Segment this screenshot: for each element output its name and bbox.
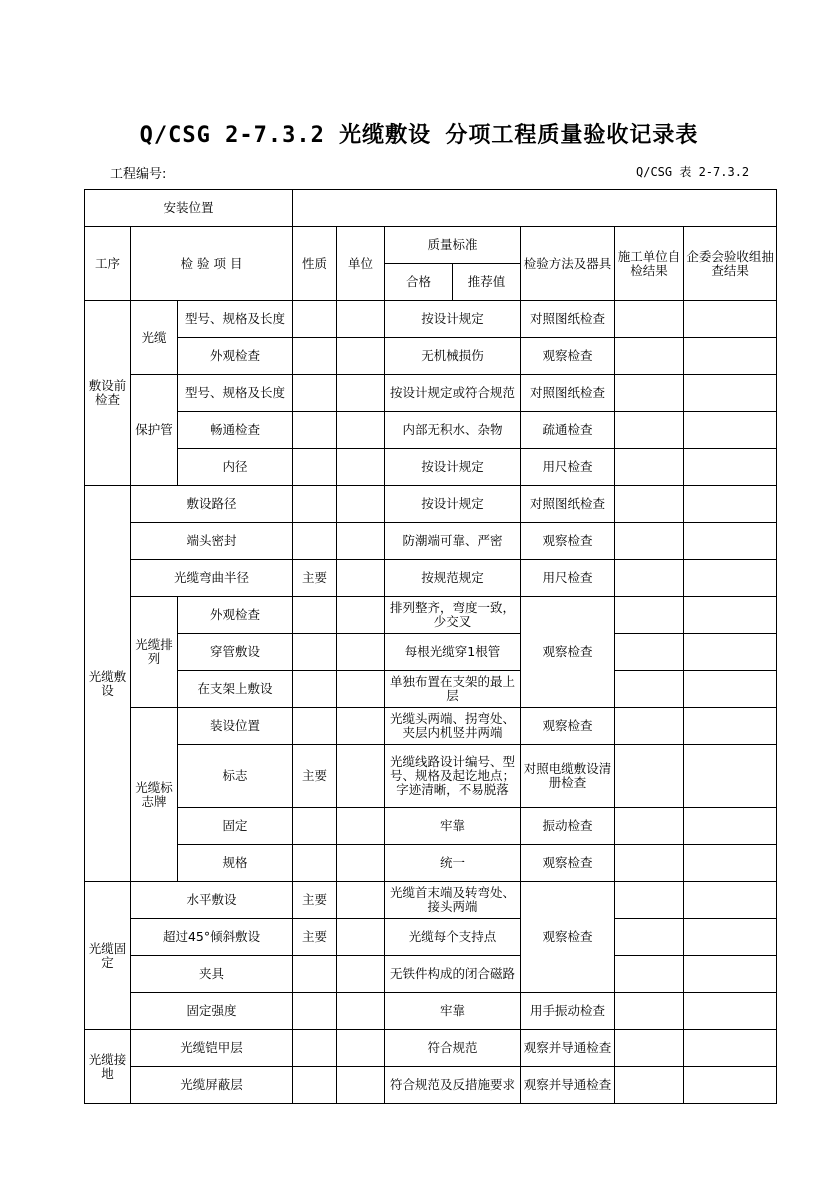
row-nature: [293, 412, 337, 449]
install-location-label: 安装位置: [85, 190, 293, 227]
row-standard: 无机械损伤: [385, 338, 521, 375]
row-standard: 光缆头两端、拐弯处、夹层内机竖井两端: [385, 708, 521, 745]
row-standard: 符合规范: [385, 1030, 521, 1067]
row-standard: 按规范规定: [385, 560, 521, 597]
row-method: 观察检查: [521, 708, 615, 745]
row-nature: 主要: [293, 745, 337, 808]
row-owner-result[interactable]: [684, 882, 777, 919]
row-unit[interactable]: [337, 808, 385, 845]
row-standard: 内部无积水、杂物: [385, 412, 521, 449]
row-item: 敷设路径: [131, 486, 293, 523]
row-method: 用尺检查: [521, 560, 615, 597]
row-owner-result[interactable]: [684, 338, 777, 375]
row-unit[interactable]: [337, 375, 385, 412]
row-construction-result[interactable]: [615, 634, 684, 671]
row-construction-result[interactable]: [615, 919, 684, 956]
row-construction-result[interactable]: [615, 560, 684, 597]
row-construction-result[interactable]: [615, 338, 684, 375]
row-construction-result[interactable]: [615, 993, 684, 1030]
header-nature: 性质: [293, 227, 337, 301]
group-fixing: 光缆固定: [85, 882, 131, 1030]
row-nature: 主要: [293, 882, 337, 919]
row-method: 观察检查: [521, 882, 615, 993]
row-owner-result[interactable]: [684, 486, 777, 523]
row-owner-result[interactable]: [684, 375, 777, 412]
row-construction-result[interactable]: [615, 745, 684, 808]
row-standard: 按设计规定或符合规范: [385, 375, 521, 412]
row-unit[interactable]: [337, 301, 385, 338]
header-items: 检 验 项 目: [131, 227, 293, 301]
subgroup-arrange: 光缆排列: [131, 597, 178, 708]
row-method: 观察检查: [521, 523, 615, 560]
row-unit[interactable]: [337, 671, 385, 708]
row-unit[interactable]: [337, 449, 385, 486]
row-method: 疏通检查: [521, 412, 615, 449]
header-recommended: 推荐值: [453, 264, 521, 301]
header-method: 检验方法及器具: [521, 227, 615, 301]
row-standard: 光缆每个支持点: [385, 919, 521, 956]
row-owner-result[interactable]: [684, 412, 777, 449]
row-item: 光缆屏蔽层: [131, 1067, 293, 1104]
row-method: 观察检查: [521, 597, 615, 708]
form-code: Q/CSG 表 2-7.3.2: [636, 165, 750, 179]
row-method: 观察检查: [521, 845, 615, 882]
row-unit[interactable]: [337, 882, 385, 919]
row-owner-result[interactable]: [684, 745, 777, 808]
row-item: 标志: [178, 745, 293, 808]
row-unit[interactable]: [337, 523, 385, 560]
row-unit[interactable]: [337, 1030, 385, 1067]
row-owner-result[interactable]: [684, 993, 777, 1030]
row-nature: [293, 449, 337, 486]
subgroup-marker: 光缆标志牌: [131, 708, 178, 882]
row-nature: [293, 486, 337, 523]
row-standard: 排列整齐，弯度一致，少交叉: [385, 597, 521, 634]
row-standard: 牢靠: [385, 993, 521, 1030]
row-nature: [293, 845, 337, 882]
row-nature: [293, 808, 337, 845]
row-nature: [293, 671, 337, 708]
row-owner-result[interactable]: [684, 845, 777, 882]
row-unit[interactable]: [337, 993, 385, 1030]
row-method: 振动检查: [521, 808, 615, 845]
row-item: 型号、规格及长度: [178, 375, 293, 412]
row-nature: [293, 956, 337, 993]
row-nature: [293, 1030, 337, 1067]
row-owner-result[interactable]: [684, 1030, 777, 1067]
header-owner-result: 企委会验收组抽查结果: [684, 227, 777, 301]
row-unit[interactable]: [337, 634, 385, 671]
row-construction-result[interactable]: [615, 486, 684, 523]
row-standard: 防潮端可靠、严密: [385, 523, 521, 560]
row-nature: [293, 301, 337, 338]
row-construction-result[interactable]: [615, 412, 684, 449]
row-method: 对照电缆敷设清册检查: [521, 745, 615, 808]
row-owner-result[interactable]: [684, 708, 777, 745]
row-owner-result[interactable]: [684, 634, 777, 671]
row-method: 用手振动检查: [521, 993, 615, 1030]
header-process: 工序: [85, 227, 131, 301]
row-method: 观察并导通检查: [521, 1030, 615, 1067]
row-item: 固定: [178, 808, 293, 845]
row-standard: 牢靠: [385, 808, 521, 845]
row-method: 对照图纸检查: [521, 486, 615, 523]
row-item: 内径: [178, 449, 293, 486]
row-item: 装设位置: [178, 708, 293, 745]
row-item: 夹具: [131, 956, 293, 993]
row-item: 外观检查: [178, 597, 293, 634]
row-owner-result[interactable]: [684, 956, 777, 993]
row-construction-result[interactable]: [615, 375, 684, 412]
subgroup-protect-pipe: 保护管: [131, 375, 178, 486]
row-method: 观察检查: [521, 338, 615, 375]
header-construction-result: 施工单位自检结果: [615, 227, 684, 301]
row-owner-result[interactable]: [684, 671, 777, 708]
row-nature: [293, 993, 337, 1030]
row-construction-result[interactable]: [615, 882, 684, 919]
row-unit[interactable]: [337, 560, 385, 597]
row-construction-result[interactable]: [615, 1030, 684, 1067]
header-quality-standard: 质量标准: [385, 227, 521, 264]
row-nature: [293, 708, 337, 745]
row-unit[interactable]: [337, 338, 385, 375]
row-owner-result[interactable]: [684, 301, 777, 338]
row-unit[interactable]: [337, 708, 385, 745]
row-item: 固定强度: [131, 993, 293, 1030]
row-owner-result[interactable]: [684, 919, 777, 956]
row-item: 在支架上敷设: [178, 671, 293, 708]
row-construction-result[interactable]: [615, 845, 684, 882]
row-nature: 主要: [293, 560, 337, 597]
row-unit[interactable]: [337, 412, 385, 449]
row-item: 型号、规格及长度: [178, 301, 293, 338]
row-item: 光缆弯曲半径: [131, 560, 293, 597]
row-item: 穿管敷设: [178, 634, 293, 671]
row-item: 畅通检查: [178, 412, 293, 449]
row-method: 对照图纸检查: [521, 375, 615, 412]
row-item: 规格: [178, 845, 293, 882]
group-pre-check: 敷设前检查: [85, 301, 131, 486]
row-owner-result[interactable]: [684, 449, 777, 486]
row-unit[interactable]: [337, 919, 385, 956]
row-standard: 按设计规定: [385, 449, 521, 486]
row-nature: 主要: [293, 919, 337, 956]
group-grounding: 光缆接地: [85, 1030, 131, 1104]
row-nature: [293, 523, 337, 560]
row-item: 光缆铠甲层: [131, 1030, 293, 1067]
row-standard: 光缆线路设计编号、型号、规格及起讫地点；字迹清晰，不易脱落: [385, 745, 521, 808]
row-construction-result[interactable]: [615, 671, 684, 708]
row-unit[interactable]: [337, 1067, 385, 1104]
row-construction-result[interactable]: [615, 301, 684, 338]
install-location-value[interactable]: [293, 190, 777, 227]
row-owner-result[interactable]: [684, 523, 777, 560]
row-unit[interactable]: [337, 845, 385, 882]
row-construction-result[interactable]: [615, 449, 684, 486]
row-standard: 符合规范及反措施要求: [385, 1067, 521, 1104]
row-method: 观察并导通检查: [521, 1067, 615, 1104]
subgroup-cable: 光缆: [131, 301, 178, 375]
row-owner-result[interactable]: [684, 1067, 777, 1104]
header-pass: 合格: [385, 264, 453, 301]
row-standard: 每根光缆穿1根管: [385, 634, 521, 671]
row-nature: [293, 634, 337, 671]
row-item: 超过45°倾斜敷设: [131, 919, 293, 956]
row-nature: [293, 375, 337, 412]
row-construction-result[interactable]: [615, 708, 684, 745]
row-method: 用尺检查: [521, 449, 615, 486]
page-title: Q/CSG 2-7.3.2 光缆敷设 分项工程质量验收记录表: [139, 123, 699, 148]
row-nature: [293, 1067, 337, 1104]
row-nature: [293, 338, 337, 375]
row-construction-result[interactable]: [615, 523, 684, 560]
row-construction-result[interactable]: [615, 1067, 684, 1104]
row-construction-result[interactable]: [615, 597, 684, 634]
header-unit: 单位: [337, 227, 385, 301]
row-unit[interactable]: [337, 597, 385, 634]
inspection-table: [84, 189, 777, 1104]
project-no-label: 工程编号:: [110, 167, 167, 182]
row-standard: 无铁件构成的闭合磁路: [385, 956, 521, 993]
group-laying: 光缆敷设: [85, 486, 131, 882]
row-construction-result[interactable]: [615, 956, 684, 993]
row-construction-result[interactable]: [615, 808, 684, 845]
row-unit[interactable]: [337, 745, 385, 808]
row-owner-result[interactable]: [684, 808, 777, 845]
row-item: 端头密封: [131, 523, 293, 560]
row-owner-result[interactable]: [684, 597, 777, 634]
row-item: 水平敷设: [131, 882, 293, 919]
row-standard: 单独布置在支架的最上层: [385, 671, 521, 708]
row-standard: 按设计规定: [385, 301, 521, 338]
row-method: 对照图纸检查: [521, 301, 615, 338]
row-standard: 统一: [385, 845, 521, 882]
row-unit[interactable]: [337, 486, 385, 523]
row-standard: 光缆首末端及转弯处、接头两端: [385, 882, 521, 919]
row-owner-result[interactable]: [684, 560, 777, 597]
row-unit[interactable]: [337, 956, 385, 993]
row-standard: 按设计规定: [385, 486, 521, 523]
row-item: 外观检查: [178, 338, 293, 375]
row-nature: [293, 597, 337, 634]
